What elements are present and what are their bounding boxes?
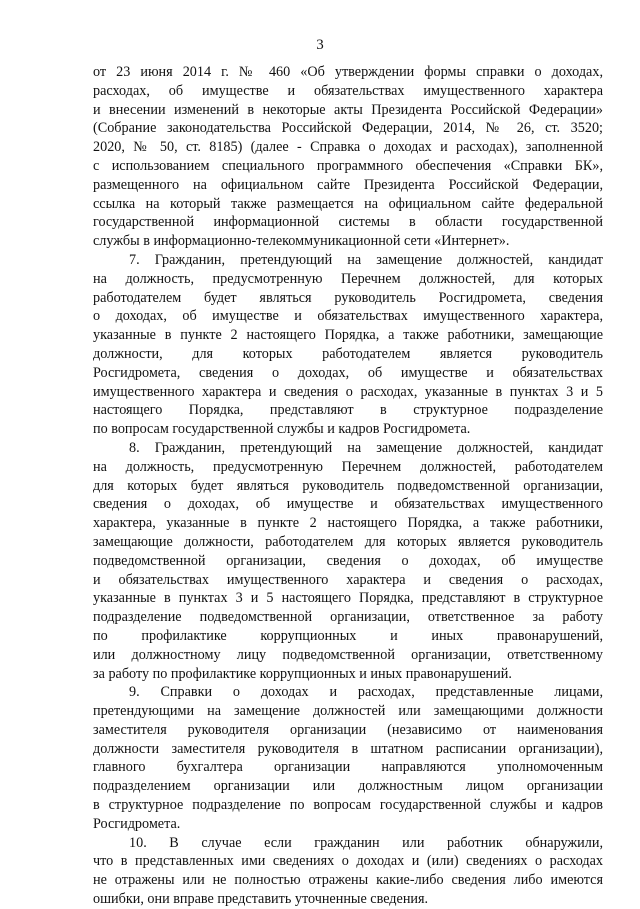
text-line: от 23 июня 2014 г. № 460 «Об утверждении формы справки о доходах, [93,64,603,80]
text-line: 10. В случае если гражданин или работник обнаружили, [129,834,603,851]
text-line: с использованием специального программного обеспечения «Справки БК», [93,157,603,174]
text-line: не отражены или не полностью отражены какие-либо сведения либо имеются [93,872,603,889]
text-line: претендующими на замещение должностей или замещающими должности [93,703,603,720]
page-number: 3 [316,37,324,53]
text-line: 7. Гражданин, претендующий на замещение должностей, кандидат [129,251,603,268]
text-line: подведомственной организации, сведения о доходах, об имуществе [93,552,603,569]
text-line: 9. Справки о доходах и расходах, представленные лицами, [129,684,603,701]
text-line: характера, указанные в пункте 2 настоящего Порядка, а также работники, [93,515,603,532]
document-body [93,63,603,909]
text-line: службы в информационно-телекоммуникационной сети «Интернет». [93,233,510,250]
text-line: Росгидромета, сведения о доходах, об имуществе и обязательствах [93,364,603,381]
text-line: по профилактике коррупционных и иных правонарушений, [93,627,603,644]
text-line: по вопросам государственной службы и кадров Росгидромета. [93,421,471,438]
text-line: имущественного характера и сведения о расходах, указанные в пунктах 3 и 5 [93,383,603,400]
text-line: работодателем будет являться руководитель Росгидромета, сведения [93,289,603,306]
text-line: главного бухгалтера организации направляются уполномоченным [93,759,603,776]
text-line: заместителя руководителя организации (независимо от наименования [93,721,603,738]
text-line: размещенного на официальном сайте Президента Российской Федерации, [93,176,603,193]
text-line: за работу по профилактике коррупционных и иных правонарушений. [93,665,512,682]
text-line: и обязательствах имущественного характера и сведения о расходах, [93,571,603,588]
text-line: на должность, предусмотренную Перечнем должностей, для которых [93,270,603,287]
text-line: сведения о доходах, об имуществе и обязательствах имущественного [93,496,603,513]
text-line: или должностному лицу подведомственной организации, ответственному [93,646,603,663]
text-line: подразделением организации или должностным лицом организации [93,778,603,795]
text-line: замещающие должности, работодателем для которых является руководитель [93,533,603,550]
text-line: 2020, № 50, ст. 8185) (далее - Справка о доходах и расходах), заполненной [93,139,603,156]
text-line: указанные в пункте 2 настоящего Порядка, а также работники, замещающие [93,327,603,344]
text-line: 8. Гражданин, претендующий на замещение должностей, кандидат [129,439,603,456]
text-line: и внесении изменений в некоторые акты Президента Российской Федерации» [93,101,603,118]
text-line: для которых будет являться руководитель подведомственной организации, [93,477,603,494]
text-line: указанные в пунктах 3 и 5 настоящего Порядка, представляют в структурное [93,590,603,607]
text-line: должности заместителя руководителя в штатном расписании организации), [93,740,603,757]
text-line: (Собрание законодательства Российской Федерации, 2014, № 26, ст. 3520; [93,120,603,137]
text-line: на должность, предусмотренную Перечнем должностей, работодателем [93,458,603,475]
text-line: должности, для которых работодателем является руководитель [93,345,603,362]
text-line: государственной информационной системы в области государственной [93,214,603,231]
text-line: ссылка на который также размещается на официальном сайте федеральной [93,195,603,212]
text-line: расходах, об имуществе и обязательствах имущественного характера [93,82,603,99]
text-line: подразделение подведомственной организации, ответственное за работу [93,609,603,626]
text-line: о доходах, об имуществе и обязательствах имущественного характера, [93,308,603,325]
text-line: ошибки, они вправе представить уточненные сведения. [93,891,429,908]
text-line: настоящего Порядка, представляют в структурное подразделение [93,402,603,419]
text-line: Росгидромета. [93,815,181,832]
text-line: что в представленных ими сведениях о доходах и (или) сведениях о расходах [93,853,603,870]
text-line: в структурное подразделение по вопросам государственной службы и кадров [93,797,603,814]
